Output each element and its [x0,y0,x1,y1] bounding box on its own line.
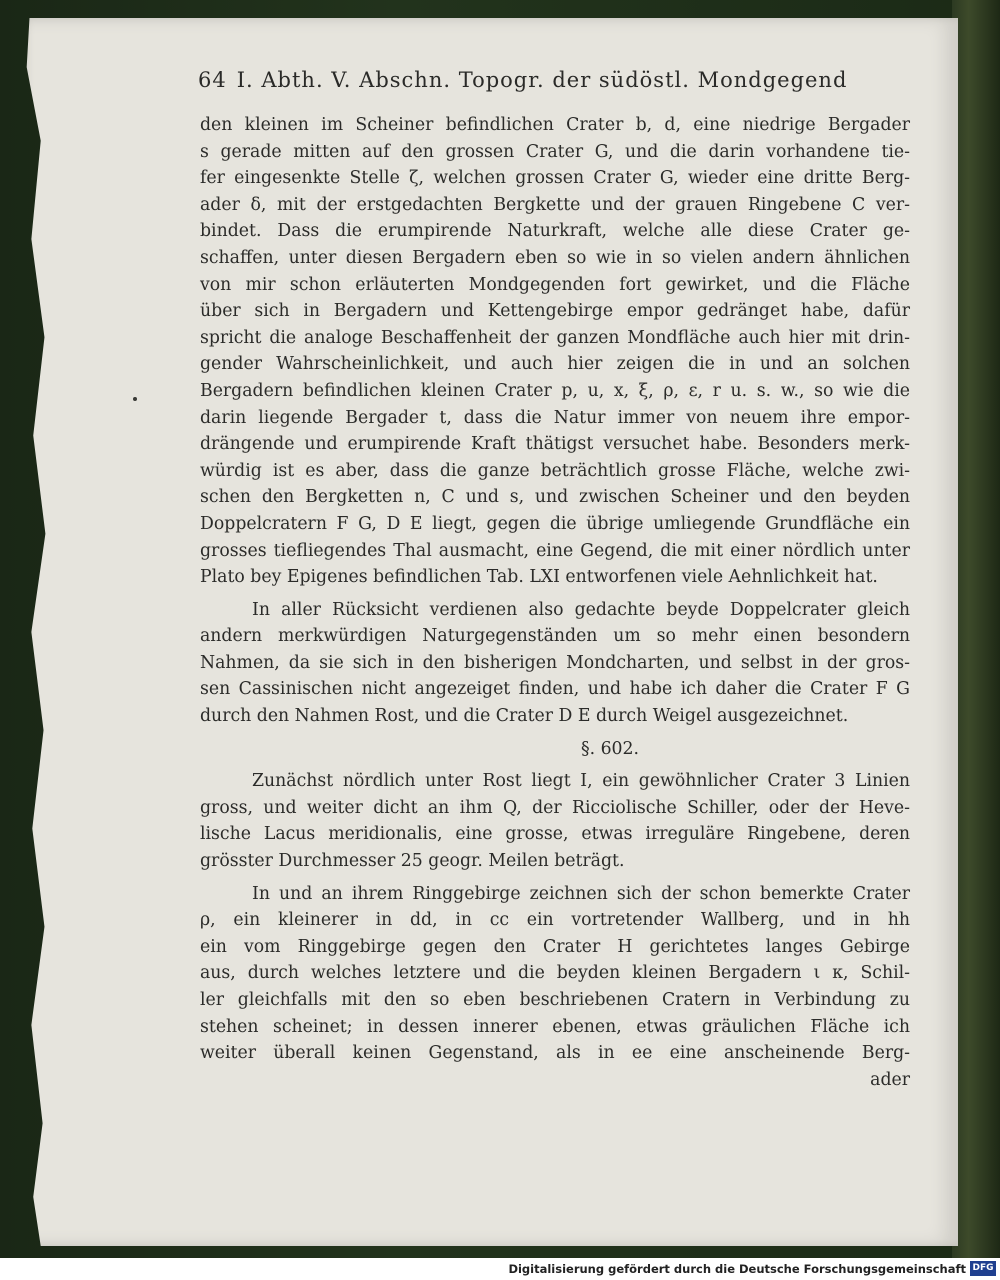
text-line: weiter überall keinen Gegenstand, als in ee eine anscheinende Berg- [200,1043,910,1064]
text-line: grosses tiefliegendes Thal ausmacht, eine Gegend, die mit einer nördlich unter [200,540,910,561]
dfg-logo-icon: DFG [970,1261,996,1276]
text-line: ader δ, mit der erstgedachten Bergkette und der grauen Ringebene C ver- [200,194,910,215]
running-head-title: I. Abth. V. Abschn. Topogr. der südöstl. Mondgegend [236,68,848,92]
section-heading: §. 602. [580,738,640,759]
text-line: den kleinen im Scheiner befindlichen Crater b, d, eine niedrige Bergader [200,115,910,135]
text-line: andern merkwürdigen Naturgegenständen um so mehr einen besondern [200,626,910,647]
text-line: bindet. Dass die erumpirende Naturkraft, welche alle diese Crater ge- [200,221,910,242]
text-line: fer eingesenkte Stelle ζ, welchen grossen Crater G, wieder eine dritte Berg- [200,168,910,189]
text-line: über sich in Bergadern und Kettengebirge empor gedränget habe, dafür [200,301,910,322]
funding-notice: Digitalisierung gefördert durch die Deutsche Forschungsgemeinschaft [508,1262,966,1276]
text-line: In und an ihrem Ringgebirge zeichnen sich der schon bemerkte Crater [252,883,910,904]
text-line: Nahmen, da sie sich in den bisherigen Mondcharten, und selbst in der gros- [200,652,910,673]
text-line: gross, und weiter dicht an ihm Q, der Ricciolische Schiller, oder der Heve- [200,797,910,818]
running-header [198,68,898,92]
text-line: drängende und erumpirende Kraft thätigst versuchet habe. Besonders merk- [200,434,910,455]
text-line: grösster Durchmesser 25 geogr. Meilen beträgt. [200,851,625,872]
text-line: würdig ist es aber, dass die ganze beträchtlich grosse Fläche, welche zwi- [200,460,910,481]
text-line: Plato bey Epigenes befindlichen Tab. LXI entworfenen viele Aehnlichkeit hat. [200,567,878,588]
text-line: Zunächst nördlich unter Rost liegt I, ein gewöhnlicher Crater 3 Linien [252,771,910,792]
text-line: schen den Bergketten n, C und s, und zwischen Scheiner und den beyden [200,487,910,508]
body-text [200,112,910,1093]
book-spine-edge [952,0,1000,1258]
text-line: durch den Nahmen Rost, und die Crater D E durch Weigel ausgezeichnet. [200,706,849,727]
text-line: schaffen, unter diesen Bergadern eben so wie in so vielen andern ähnlichen [200,247,910,268]
text-line: darin liegende Bergader t, dass die Natur immer von neuem ihre empor- [200,407,910,428]
text-line: sen Cassinischen nicht angezeiget finden, und habe ich daher die Crater F G [200,679,910,700]
text-line: In aller Rücksicht verdienen also gedachte beyde Doppelcrater gleich [252,599,910,620]
text-line: gender Wahrscheinlichkeit, und auch hier zeigen die in und an solchen [200,354,910,375]
text-line: ρ, ein kleinerer in dd, in cc ein vortretender Wallberg, und in hh [200,910,910,931]
text-line: lische Lacus meridionalis, eine grosse, etwas irreguläre Ringebene, deren [200,824,910,845]
text-line: ein vom Ringgebirge gegen den Crater H gerichtetes langes Gebirge [200,936,910,957]
text-line: aus, durch welches letztere und die beyden kleinen Bergadern ι κ, Schil- [200,963,910,984]
text-line: s gerade mitten auf den grossen Crater G, und die darin vorhandene tie- [200,141,910,162]
text-line: spricht die analoge Beschaffenheit der ganzen Mondfläche auch hier mit drin- [200,327,910,348]
text-line: ler gleichfalls mit den so eben beschriebenen Cratern in Verbindung zu [200,990,910,1010]
text-line: Doppelcratern F G, D E liegt, gegen die übrige umliegende Grundfläche ein [200,513,910,534]
text-line: Bergadern befindlichen kleinen Crater p, u, x, ξ, ρ, ε, r u. s. w., so wie die [200,380,910,401]
text-line: ader [870,1069,910,1090]
footer-bar [0,1258,1000,1280]
text-line: stehen scheinet; in dessen innerer ebenen, etwas gräulichen Fläche ich [200,1016,910,1037]
ink-speck [133,397,137,401]
page-number: 64 [198,68,227,92]
text-line: von mir schon erläuterten Mondgegenden fort gewirket, und die Fläche [200,274,910,295]
